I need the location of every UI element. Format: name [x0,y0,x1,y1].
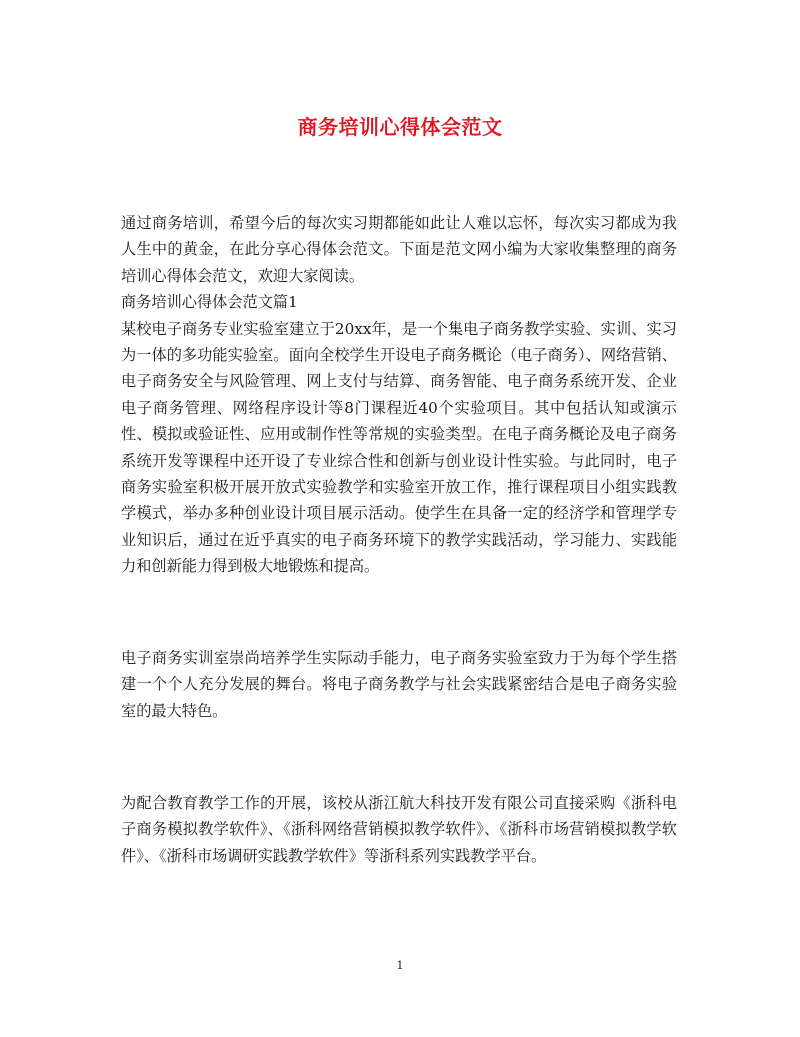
body-block-1 [121,210,677,580]
document-title: 商务培训心得体会范文 [297,115,503,139]
paragraph-3: 为配合教育教学工作的开展，该校从浙江航大科技开发有限公司直接采购《浙科电子商务模拟教学软件》、《浙科网络营销模拟教学软件》、《浙科市场营销模拟教学软件》、《浙科市场调研实践教学软件》等浙科系列实践教学平台。 [121,794,677,865]
page-number: 1 [396,959,404,972]
paragraph-2: 电子商务实训室崇尚培养学生实际动手能力，电子商务实验室致力于为每个学生搭建一个个人充分发展的舞台。将电子商务教学与社会实践紧密结合是电子商务实验室的最大特色。 [121,649,677,720]
paragraph-1: 某校电子商务专业实验室建立于20xx年，是一个集电子商务教学实验、实训、实习为一体的多功能实验室。面向全校学生开设电子商务概论（电子商务）、网络营销、电子商务安全与风险管理、网上支付与结算、商务智能、电子商务系统开发、企业电子商务管理、网络程序设计等8门课程近40个实验项目。其中包括认知或演示性、模拟或验证性、应用或制作性等常规的实验类型。在电子商务概论及电子商务系统开发等课程中还开设了专业综合性和创新与创业设计性实验。与此同时，电子商务实验室积极开展开放式实验教学和实验室开放工作，推行课程项目小组实践教学模式，举办多种创业设计项目展示活动。使学生在具备一定的经济学和管理学专业知识后，通过在近乎真实的电子商务环境下的教学实践活动，学习能力、实践能力和创新能力得到极大地锻炼和提高。 [121,319,677,576]
body-block-2 [121,645,677,724]
body-block-3 [121,790,677,869]
section-heading: 商务培训心得体会范文篇1 [121,293,298,312]
intro-paragraph: 通过商务培训，希望今后的每次实习期都能如此让人难以忘怀，每次实习都成为我人生中的黄金，在此分享心得体会范文。下面是范文网小编为大家收集整理的商务培训心得体会范文，欢迎大家阅读。 [121,214,677,285]
